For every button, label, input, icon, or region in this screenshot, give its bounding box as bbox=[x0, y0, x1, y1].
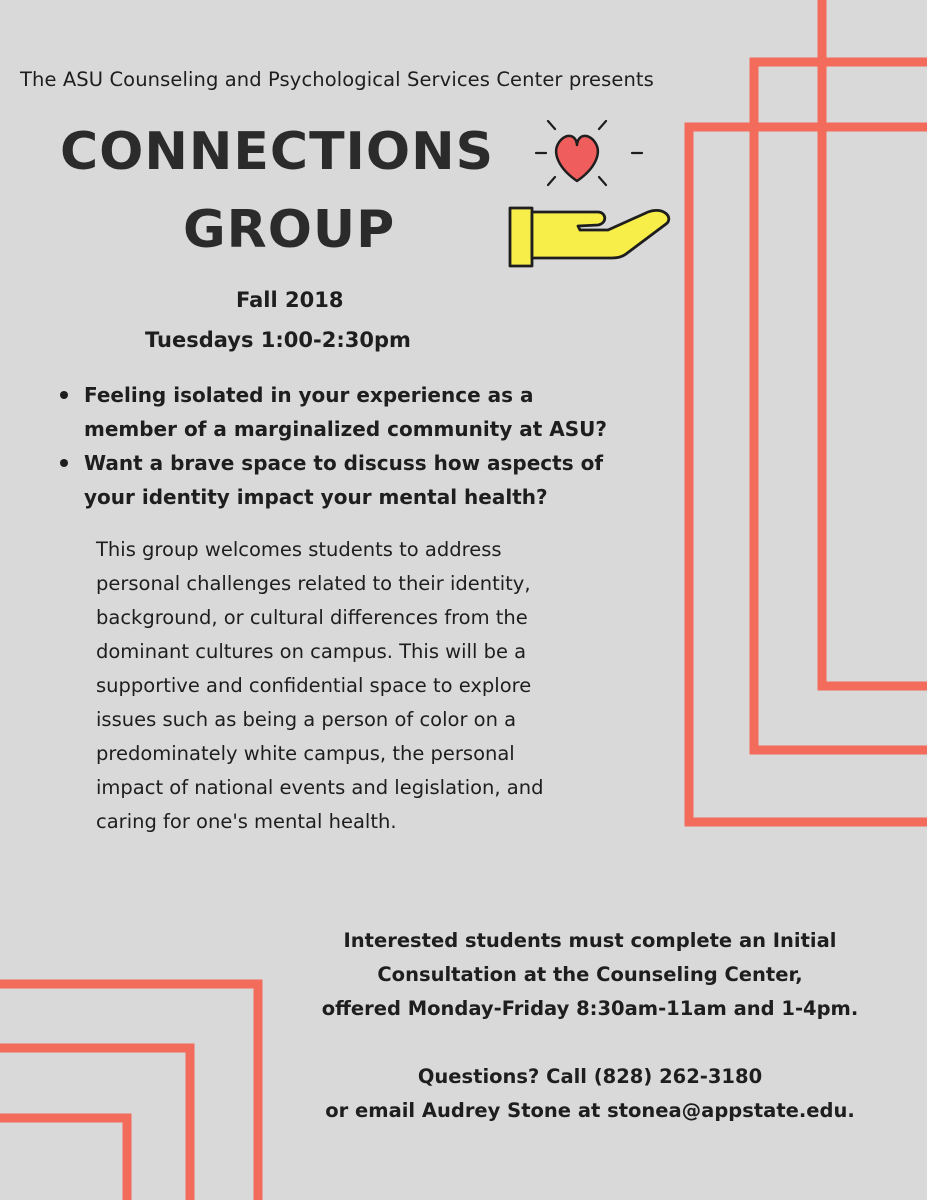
requirements-line: Consultation at the Counseling Center, bbox=[377, 963, 803, 986]
heart-in-hand-graphic bbox=[498, 108, 680, 272]
contact-info bbox=[300, 1060, 880, 1128]
list-item-line: Feeling isolated in your experience as a bbox=[84, 383, 534, 407]
description-line: issues such as being a person of color on a bbox=[96, 708, 517, 731]
title-line-2: GROUP bbox=[183, 200, 396, 260]
meeting-time: Tuesdays 1:00-2:30pm bbox=[145, 328, 411, 352]
contact-email-line[interactable]: or email Audrey Stone at stonea@appstate.edu. bbox=[325, 1099, 855, 1122]
list-item-line: your identity impact your mental health? bbox=[84, 485, 548, 509]
description-line: background, or cultural differences from the bbox=[96, 606, 528, 629]
presenter-line: The ASU Counseling and Psychological Services Center presents bbox=[20, 68, 654, 91]
description-line: dominant cultures on campus. This will be a bbox=[96, 640, 527, 663]
title-line-1: CONNECTIONS bbox=[60, 122, 495, 182]
contact-phone-line: Questions? Call (828) 262-3180 bbox=[417, 1065, 763, 1088]
term-label: Fall 2018 bbox=[236, 288, 344, 312]
description-line: impact of national events and legislation, and bbox=[96, 776, 544, 799]
requirements-line: offered Monday-Friday 8:30am-11am and 1-4pm. bbox=[321, 997, 859, 1020]
description-line: supportive and confidential space to explore bbox=[96, 674, 532, 697]
description-line: This group welcomes students to address bbox=[96, 538, 502, 561]
description-line: caring for one's mental health. bbox=[96, 810, 397, 833]
bullet-icon bbox=[60, 459, 68, 467]
requirements-line: Interested students must complete an Initial bbox=[343, 929, 837, 952]
open-hand-icon bbox=[510, 208, 669, 266]
requirements-notice bbox=[300, 924, 880, 1026]
list-item-line: Want a brave space to discuss how aspects of bbox=[84, 451, 604, 475]
description-line: predominately white campus, the personal bbox=[96, 742, 515, 765]
heart-icon bbox=[556, 136, 598, 181]
bullet-icon bbox=[60, 391, 68, 399]
question-list bbox=[58, 378, 678, 514]
group-description bbox=[96, 533, 616, 839]
list-item-line: member of a marginalized community at ASU? bbox=[84, 417, 608, 441]
list-item bbox=[58, 446, 678, 514]
description-line: personal challenges related to their identity, bbox=[96, 572, 531, 595]
list-item bbox=[58, 378, 678, 446]
